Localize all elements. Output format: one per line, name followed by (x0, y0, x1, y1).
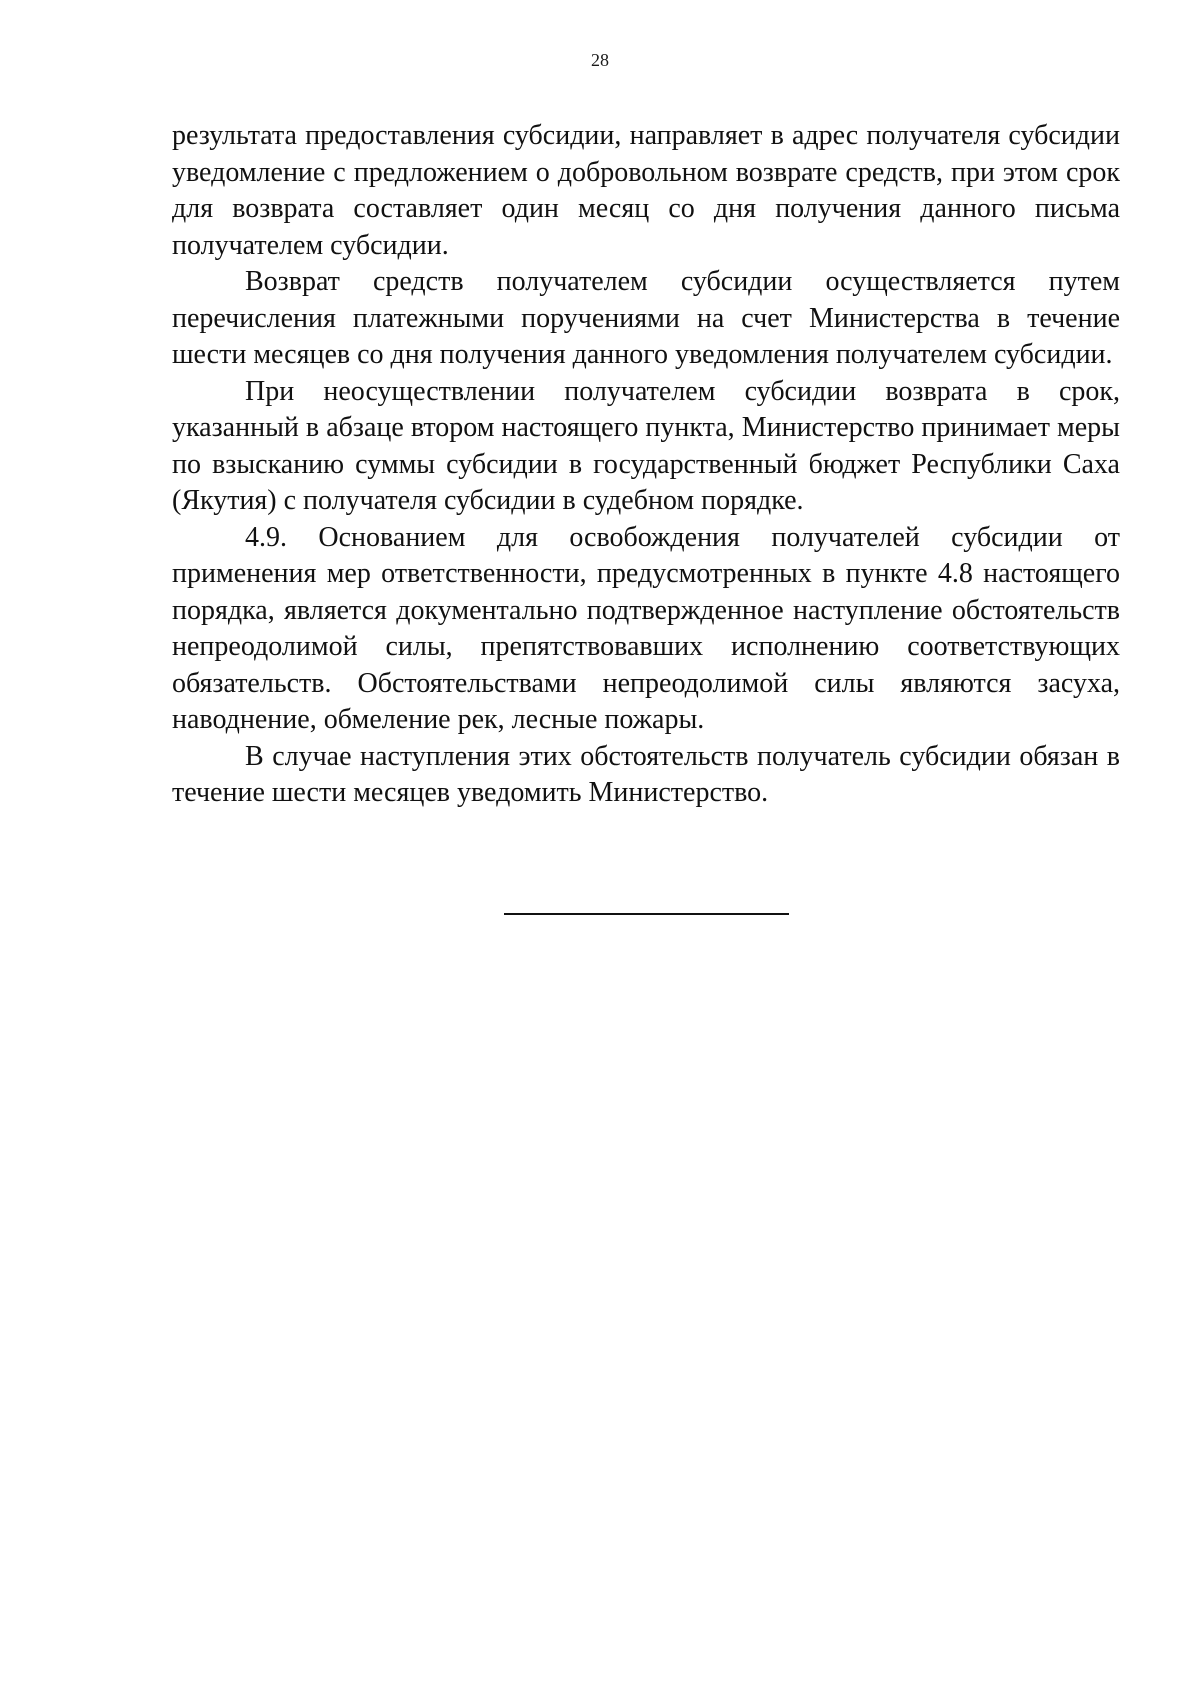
paragraph-court-recovery: При неосуществлении получателем субсидии возврата в срок, указанный в абзаце втором настоящего пункта, Министерство принимает меры по взысканию суммы субсидии в государственный бюджет Республики Саха (Якутия) с получателя субсидии в судебном порядке. (172, 375, 1120, 516)
document-body (172, 118, 1120, 812)
closing-divider-line (504, 913, 789, 915)
paragraph-notification: В случае наступления этих обстоятельств получатель субсидии обязан в течение шести месяцев уведомить Министерство. (172, 740, 1120, 808)
paragraph-refund-procedure: Возврат средств получателем субсидии осуществляется путем перечисления платежными поручениями на счет Министерства в течение шести месяцев со дня получения данного уведомления получателем субсидии. (172, 266, 1120, 370)
page-number: 28 (591, 50, 609, 70)
paragraph-clause-4-9: 4.9. Основанием для освобождения получателей субсидии от применения мер ответственности, предусмотренных в пункте 4.8 настоящего порядка, является документально подтвержденное наступление обстоятельств непреодолимой силы, препятствовавших исполнению соответствующих обязательств. Обстоятельствами непреодолимой силы являются засуха, наводнение, обмеление рек, лесные пожары. (172, 521, 1120, 735)
paragraph-continuation: результата предоставления субсидии, направляет в адрес получателя субсидии уведомление с предложением о добровольном возврате средств, при этом срок для возврата составляет один месяц со дня получения данного письма получателем субсидии. (172, 120, 1120, 261)
